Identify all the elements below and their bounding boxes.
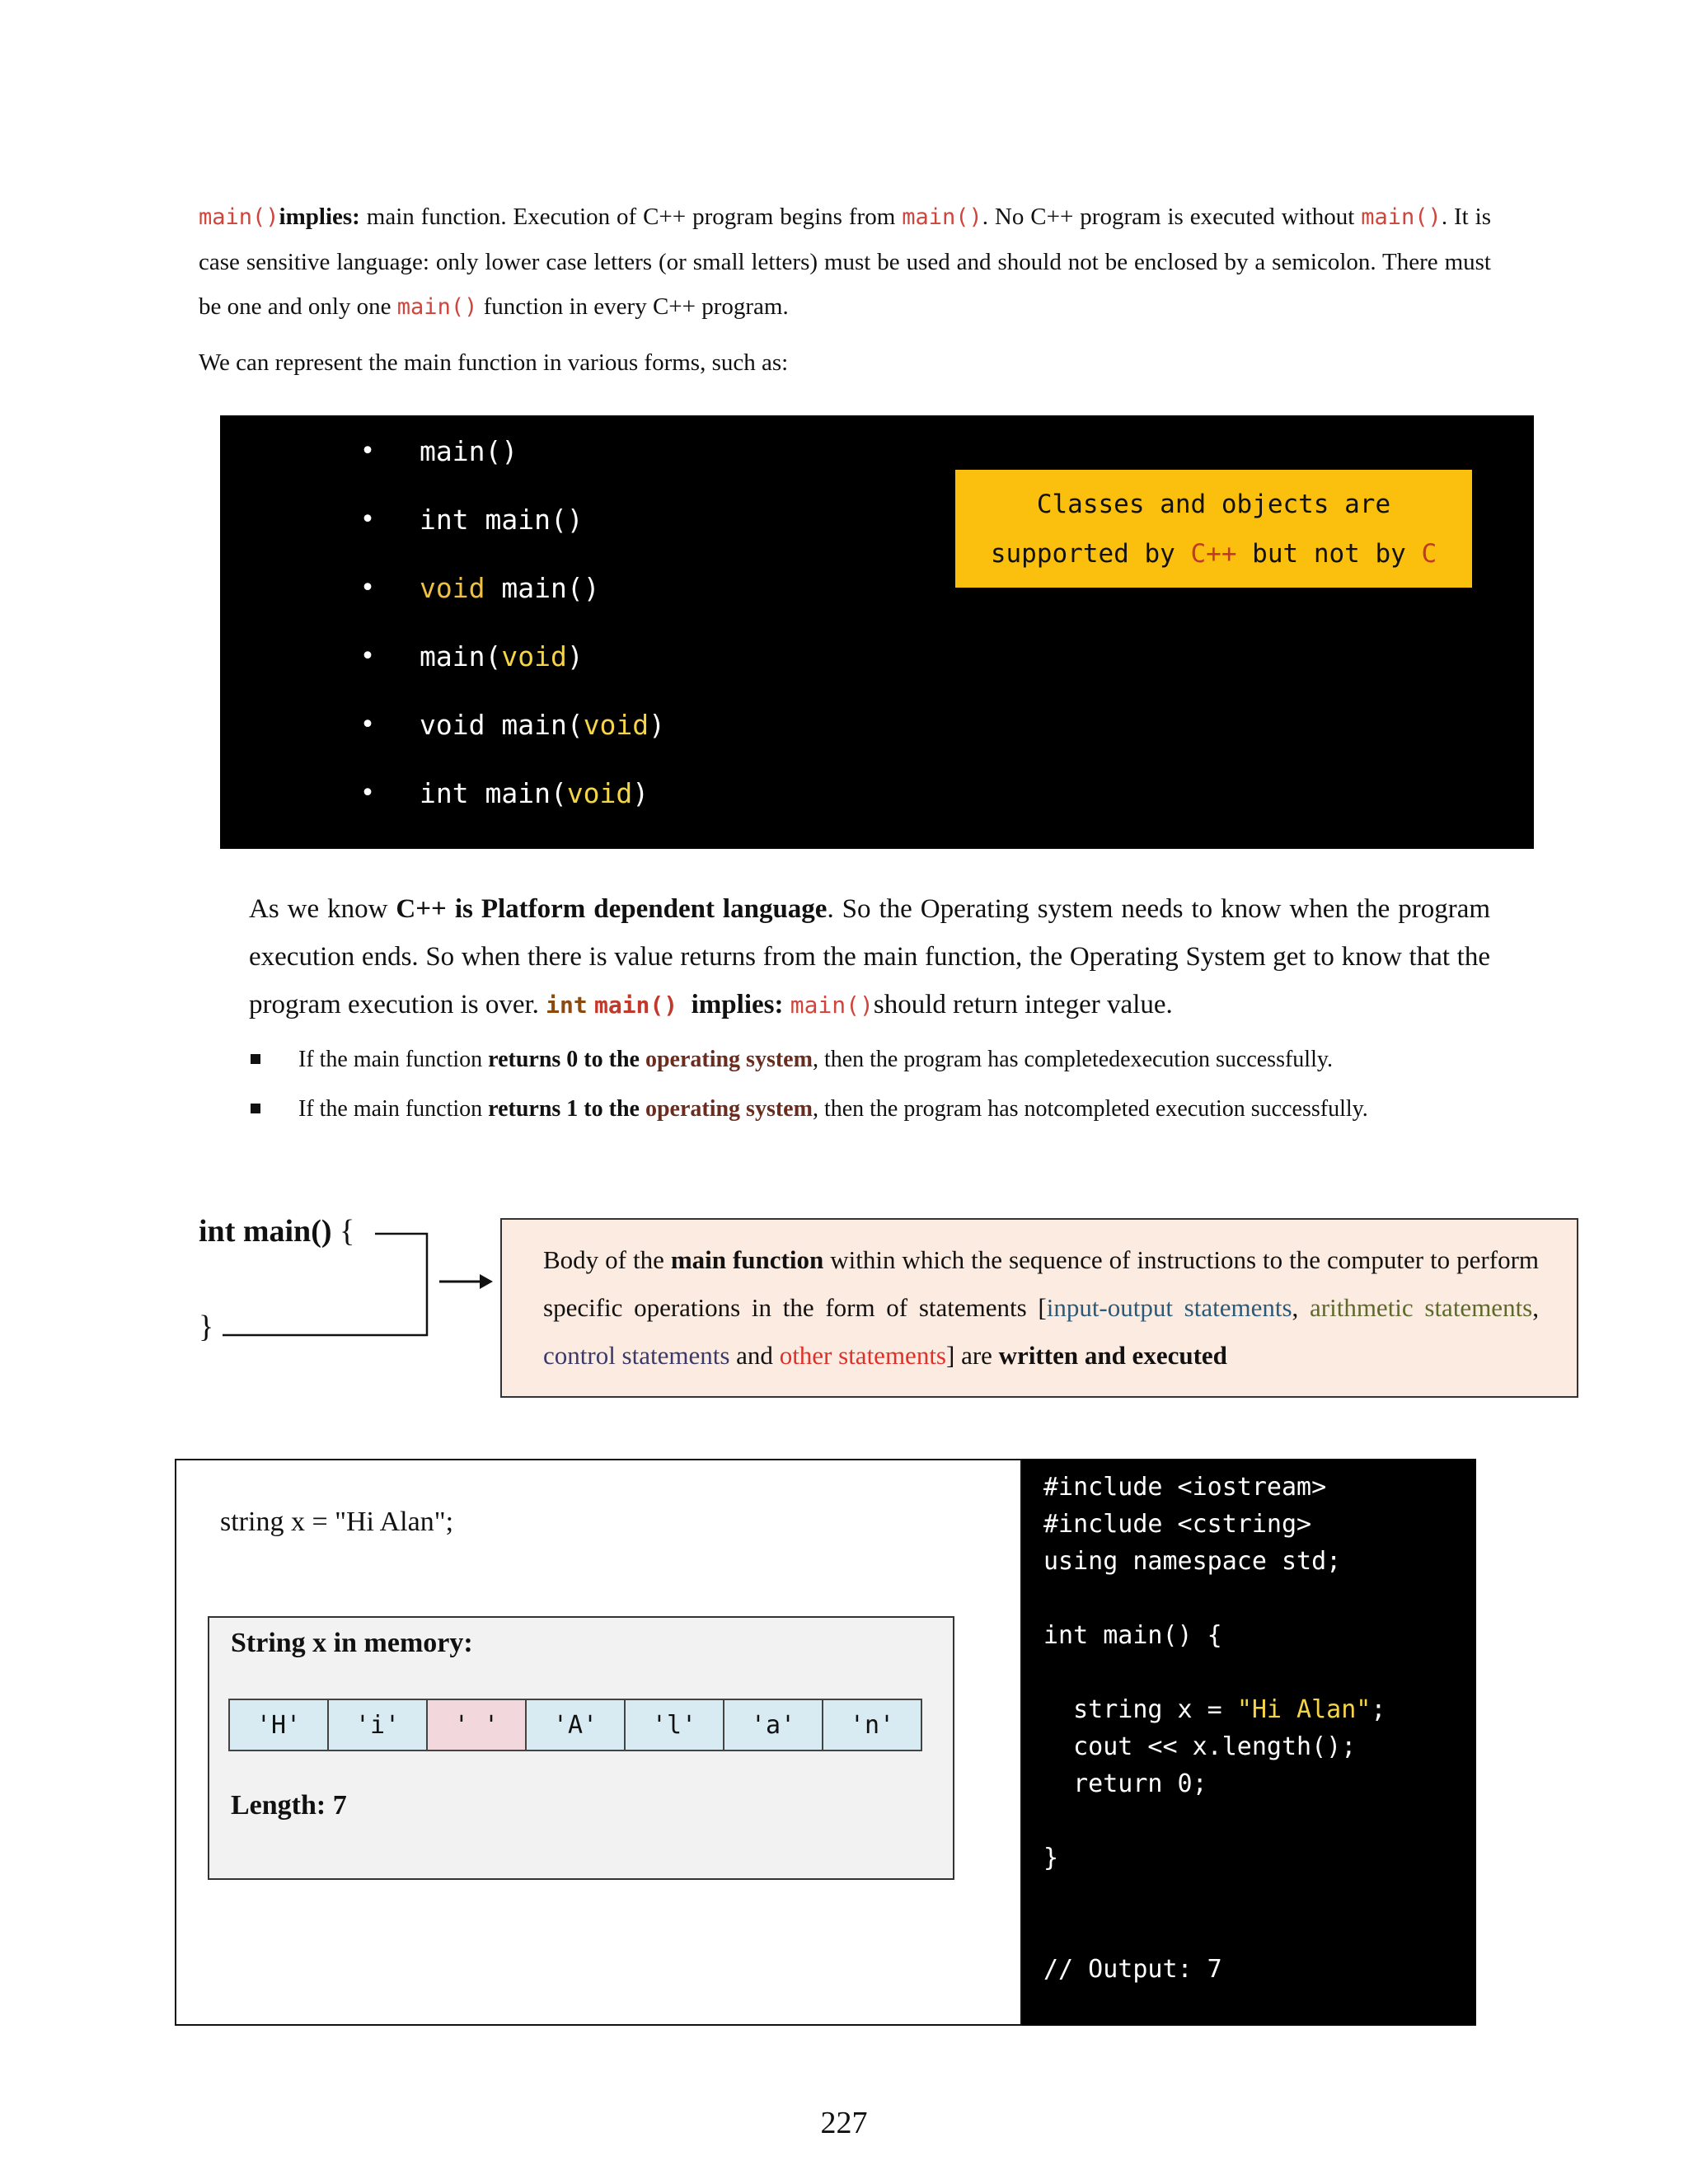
intro-paragraph: main()implies: main function. Execution of C++ program begins from main(). No C++ program is executed without main(). It is case sensitive language: only lower case letters (or small letters) must be used and should not be enclosed by a semicolon. There must be one and only one main() function in every C++ program.	[199, 204, 1491, 320]
arrow-right-icon	[480, 1274, 493, 1289]
code-line: string x = "Hi Alan";	[1043, 1695, 1386, 1724]
page-number: 227	[820, 2106, 868, 2140]
memory-cell-space: ' '	[426, 1699, 527, 1751]
code-line: using namespace std;	[1043, 1547, 1342, 1576]
code-main: main()	[902, 204, 982, 230]
code-main: main()	[593, 991, 678, 1019]
implies-label: implies:	[279, 204, 360, 230]
function-body-box: Body of the main function within which the sequence of instructions to the computer to perform specific operations in the form of statements [input-output statements, arithmetic statements, control statements and other statements] are written and executed	[500, 1218, 1578, 1398]
memory-cell: 'l'	[624, 1699, 724, 1751]
memory-title: String x in memory:	[231, 1628, 473, 1658]
main-fn-close-brace: }	[199, 1310, 214, 1344]
form-item: • int main()	[360, 504, 584, 536]
memory-cell: 'i'	[327, 1699, 428, 1751]
code-main: main()	[790, 991, 874, 1019]
code-line: #include <iostream>	[1043, 1473, 1327, 1502]
code-main: main()	[396, 294, 478, 320]
main-fn-label: int main() {	[199, 1214, 355, 1249]
string-declaration: string x = "Hi Alan";	[220, 1507, 454, 1537]
length-label: Length: 7	[231, 1790, 347, 1821]
form-item: • main()	[360, 435, 518, 467]
memory-cell: 'H'	[228, 1699, 329, 1751]
classes-note-box: Classes and objects are supported by C++ but not by C	[955, 470, 1472, 588]
form-item: • main(void)	[360, 640, 584, 673]
platform-paragraph: As we know C++ is Platform dependent language. So the Operating system needs to know when the program execution ends. So when there is value returns from the main function, the Operating System get to know that the program execution is over. int main() implies: main()should return integer value.	[249, 894, 1491, 1019]
form-item: • int main(void)	[360, 777, 649, 809]
code-line: cout << x.length();	[1043, 1732, 1357, 1761]
forms-lead-text: We can represent the main function in various forms, such as:	[199, 349, 789, 376]
memory-cell: 'a'	[723, 1699, 823, 1751]
memory-cells	[228, 1699, 921, 1751]
code-panel	[1022, 1459, 1476, 2026]
memory-cell: 'n'	[822, 1699, 922, 1751]
code-line: #include <cstring>	[1043, 1510, 1312, 1539]
code-main: main()	[1361, 204, 1442, 230]
form-item: • void main(void)	[360, 709, 666, 741]
memory-cell: 'A'	[525, 1699, 626, 1751]
code-line: }	[1043, 1844, 1059, 1872]
code-line: return 0;	[1043, 1769, 1207, 1798]
code-line: int main() {	[1043, 1621, 1222, 1650]
list-item: If the main function returns 1 to the operating system, then the program has notcompleted execution successfully.	[249, 1088, 1490, 1131]
list-item: If the main function returns 0 to the operating system, then the program has completedexecution successfully.	[249, 1038, 1490, 1081]
code-main: main()	[199, 204, 279, 230]
form-item: • void main()	[360, 572, 600, 604]
code-int: int	[546, 991, 588, 1019]
code-comment: // Output: 7	[1043, 1955, 1222, 1984]
